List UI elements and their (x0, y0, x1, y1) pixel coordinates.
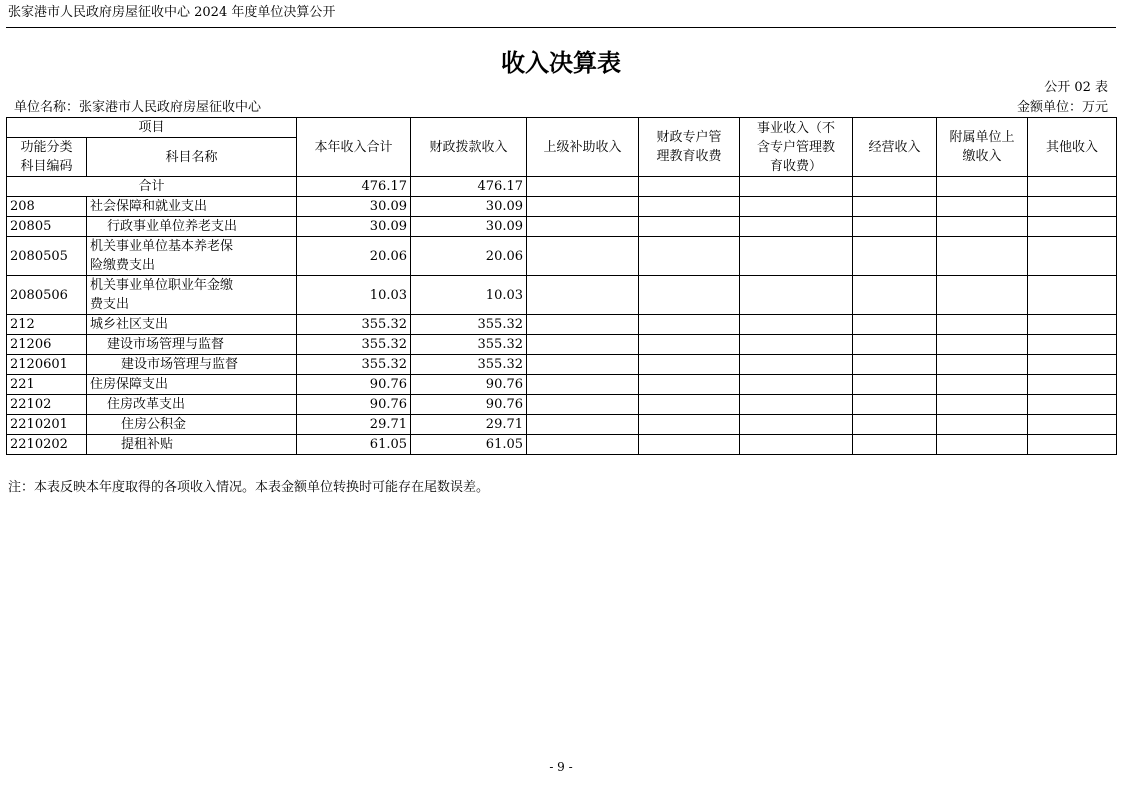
total-cell (937, 177, 1028, 197)
page-number: - 9 - (549, 760, 573, 774)
value-cell: 355.32 (297, 315, 411, 335)
total-cell: 476.17 (411, 177, 527, 197)
subject-name: 提租补贴 (87, 435, 297, 455)
value-cell (639, 197, 740, 217)
subject-code: 2080506 (7, 276, 87, 315)
subject-code: 2080505 (7, 237, 87, 276)
value-cell (639, 335, 740, 355)
column-header (740, 118, 853, 177)
value-cell: 90.76 (297, 395, 411, 415)
value-cell (527, 435, 639, 455)
value-cell (937, 435, 1028, 455)
total-label: 合计 (7, 177, 297, 197)
subject-name: 城乡社区支出 (87, 315, 297, 335)
subject-code: 2210201 (7, 415, 87, 435)
column-header-label: 事业收入（不 含专户管理教 育收费） (757, 120, 836, 174)
value-cell (937, 315, 1028, 335)
value-cell (740, 415, 853, 435)
unit-name: 单位名称：张家港市人民政府房屋征收中心 (14, 100, 262, 115)
value-cell (853, 315, 937, 335)
column-header (527, 118, 639, 177)
value-cell (527, 276, 639, 315)
value-cell (527, 355, 639, 375)
value-cell (853, 435, 937, 455)
value-cell (1028, 375, 1117, 395)
column-header-label: 经营收入 (868, 139, 921, 155)
value-cell (1028, 237, 1117, 276)
header-item: 项目 (7, 118, 297, 138)
subject-name: 建设市场管理与监督 (87, 335, 297, 355)
value-cell (527, 415, 639, 435)
unit-measure: 金额单位：万元 (1016, 100, 1108, 115)
value-cell (853, 197, 937, 217)
column-header-label: 财政专户管 理教育收费 (656, 130, 722, 164)
subject-code: 2120601 (7, 355, 87, 375)
total-cell (853, 177, 937, 197)
total-cell (740, 177, 853, 197)
value-cell (1028, 395, 1117, 415)
column-header (853, 118, 937, 177)
value-cell (853, 276, 937, 315)
value-cell: 355.32 (411, 335, 527, 355)
value-cell (853, 217, 937, 237)
table-row (7, 415, 1117, 435)
total-cell (527, 177, 639, 197)
total-row (7, 177, 1117, 197)
total-cell (639, 177, 740, 197)
value-cell (740, 315, 853, 335)
subject-code: 22102 (7, 395, 87, 415)
value-cell: 355.32 (297, 355, 411, 375)
value-cell (639, 237, 740, 276)
value-cell (937, 375, 1028, 395)
value-cell (740, 395, 853, 415)
column-header-label: 其他收入 (1046, 139, 1099, 155)
value-cell (740, 276, 853, 315)
subject-name (87, 276, 297, 315)
subject-name: 住房公积金 (87, 415, 297, 435)
value-cell (853, 335, 937, 355)
value-cell (639, 375, 740, 395)
running-header: 张家港市人民政府房屋征收中心 2024 年度单位决算公开 (8, 5, 336, 20)
value-cell (740, 197, 853, 217)
table-row (7, 435, 1117, 455)
value-cell (527, 395, 639, 415)
value-cell: 29.71 (411, 415, 527, 435)
value-cell: 90.76 (411, 395, 527, 415)
value-cell (937, 355, 1028, 375)
value-cell: 355.32 (411, 355, 527, 375)
subject-code: 221 (7, 375, 87, 395)
column-header (411, 118, 527, 177)
value-cell: 30.09 (297, 217, 411, 237)
value-cell (1028, 315, 1117, 335)
table-row (7, 237, 1117, 276)
subject-name: 行政事业单位养老支出 (87, 217, 297, 237)
value-cell (1028, 435, 1117, 455)
table-row (7, 197, 1117, 217)
value-cell (937, 415, 1028, 435)
column-header (937, 118, 1028, 177)
value-cell: 30.09 (411, 197, 527, 217)
value-cell (853, 355, 937, 375)
table-row (7, 315, 1117, 335)
value-cell: 355.32 (411, 315, 527, 335)
header-name: 科目名称 (87, 138, 297, 177)
income-final-accounts-table (6, 117, 1117, 455)
table-row (7, 335, 1117, 355)
subject-name: 住房改革支出 (87, 395, 297, 415)
value-cell: 61.05 (297, 435, 411, 455)
subject-code: 2210202 (7, 435, 87, 455)
value-cell: 10.03 (411, 276, 527, 315)
value-cell (937, 335, 1028, 355)
column-header-label: 财政拨款收入 (429, 139, 508, 155)
subject-code: 21206 (7, 335, 87, 355)
value-cell (1028, 276, 1117, 315)
form-code: 公开 02 表 (1044, 80, 1108, 95)
value-cell (740, 375, 853, 395)
value-cell (937, 237, 1028, 276)
column-header (639, 118, 740, 177)
subject-code: 20805 (7, 217, 87, 237)
value-cell (740, 217, 853, 237)
subject-name: 建设市场管理与监督 (87, 355, 297, 375)
table-row (7, 276, 1117, 315)
value-cell (1028, 335, 1117, 355)
total-cell (1028, 177, 1117, 197)
value-cell (639, 435, 740, 455)
table-row (7, 375, 1117, 395)
subject-name-text: 机关事业单位基本养老保 险缴费支出 (90, 239, 234, 273)
column-header (297, 118, 411, 177)
value-cell (527, 315, 639, 335)
value-cell: 90.76 (297, 375, 411, 395)
value-cell (527, 375, 639, 395)
value-cell: 90.76 (411, 375, 527, 395)
value-cell (937, 395, 1028, 415)
page-title: 收入决算表 (501, 49, 621, 77)
value-cell (527, 217, 639, 237)
value-cell (639, 415, 740, 435)
value-cell: 30.09 (411, 217, 527, 237)
table-note: 注：本表反映本年度取得的各项收入情况。本表金额单位转换时可能存在尾数误差。 (8, 480, 490, 495)
value-cell (740, 335, 853, 355)
subject-code: 212 (7, 315, 87, 335)
value-cell (1028, 415, 1117, 435)
subject-name: 住房保障支出 (87, 375, 297, 395)
value-cell: 20.06 (411, 237, 527, 276)
value-cell: 30.09 (297, 197, 411, 217)
column-header-label: 附属单位上 缴收入 (949, 130, 1015, 164)
value-cell: 10.03 (297, 276, 411, 315)
column-header-label: 上级补助收入 (543, 139, 622, 155)
table-row (7, 395, 1117, 415)
value-cell (740, 237, 853, 276)
subject-name (87, 237, 297, 276)
table-row (7, 355, 1117, 375)
value-cell (740, 355, 853, 375)
subject-code: 208 (7, 197, 87, 217)
value-cell (639, 276, 740, 315)
column-header (1028, 118, 1117, 177)
total-cell: 476.17 (297, 177, 411, 197)
value-cell (937, 276, 1028, 315)
value-cell (639, 395, 740, 415)
value-cell (527, 237, 639, 276)
subject-name-text: 机关事业单位职业年金缴 费支出 (90, 278, 234, 312)
table-row (7, 217, 1117, 237)
value-cell (527, 335, 639, 355)
value-cell (639, 315, 740, 335)
value-cell (1028, 217, 1117, 237)
value-cell: 61.05 (411, 435, 527, 455)
value-cell (1028, 197, 1117, 217)
value-cell (527, 197, 639, 217)
subject-name: 社会保障和就业支出 (87, 197, 297, 217)
value-cell (853, 375, 937, 395)
value-cell (740, 435, 853, 455)
value-cell (1028, 355, 1117, 375)
value-cell (639, 355, 740, 375)
value-cell: 20.06 (297, 237, 411, 276)
header-rule (6, 27, 1116, 28)
value-cell (639, 217, 740, 237)
value-cell (937, 217, 1028, 237)
value-cell (853, 395, 937, 415)
value-cell (853, 415, 937, 435)
value-cell (937, 197, 1028, 217)
value-cell: 355.32 (297, 335, 411, 355)
value-cell (853, 237, 937, 276)
header-code: 功能分类 科目编码 (7, 138, 87, 177)
value-cell: 29.71 (297, 415, 411, 435)
column-header-label: 本年收入合计 (314, 139, 393, 155)
